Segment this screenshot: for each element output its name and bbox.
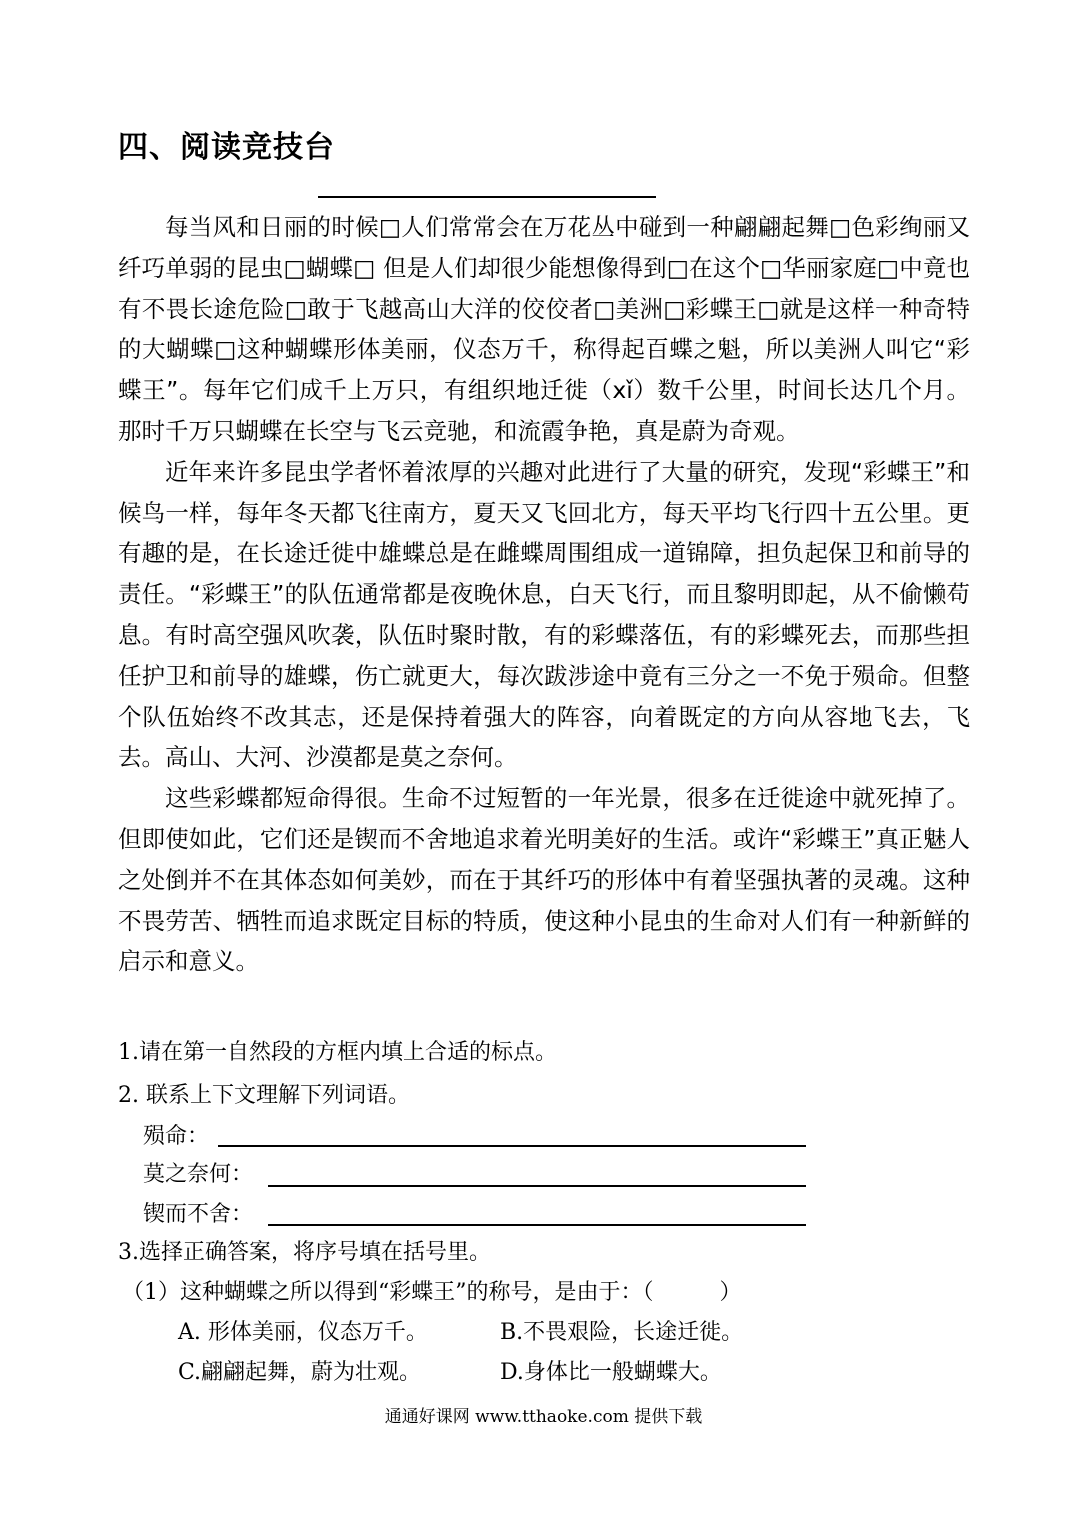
question-3-1: （1）这种蝴蝶之所以得到“彩蝶王”的称号，是由于：（ ） (122, 1280, 742, 1305)
title-blank-line (318, 196, 656, 198)
term-label-2: 莫之奈何： (143, 1162, 254, 1187)
term-answer-line-3[interactable] (268, 1224, 806, 1226)
option-a: A. 形体美丽，仪态万千。 (178, 1320, 428, 1345)
term-label-1: 殒命： (143, 1124, 210, 1149)
option-c: C.翩翩起舞，蔚为壮观。 (178, 1360, 422, 1385)
reading-passage (118, 207, 970, 982)
option-b: B.不畏艰险，长途迁徙。 (500, 1320, 744, 1345)
question-3: 3.选择正确答案，将序号填在括号里。 (118, 1240, 491, 1265)
question-1: 1.请在第一自然段的方框内填上合适的标点。 (118, 1040, 557, 1065)
term-answer-line-1[interactable] (218, 1145, 806, 1147)
term-label-3: 锲而不舍： (143, 1202, 254, 1227)
question-2: 2. 联系上下文理解下列词语。 (118, 1083, 410, 1108)
term-answer-line-2[interactable] (268, 1185, 806, 1187)
passage-paragraph-1: 每当风和日丽的时候□人们常常会在万花丛中碰到一种翩翩起舞□色彩绚丽又纤巧单弱的昆虫□蝴蝶□ 但是人们却很少能想像得到□在这个□华丽家庭□中竟也有不畏长途危险□敢于飞越高山大洋的佼佼者□美洲□彩蝶王□就是这样一种奇特的大蝴蝶□这种蝴蝶形体美丽，仪态万千，称得起百蝶之魁，所以美洲人叫它“彩蝶王”。每年它们成千上万只，有组织地迁徙（xǐ）数千公里，时间长达几个月。那时千万只蝴蝶在长空与飞云竞驰，和流霞争艳，真是蔚为奇观。 (118, 213, 970, 445)
section-title: 四、阅读竞技台 (118, 130, 335, 165)
page-footer: 通通好课网 www.tthaoke.com 提供下载 (384, 1407, 703, 1427)
option-d: D.身体比一般蝴蝶大。 (500, 1360, 722, 1385)
passage-paragraph-2: 近年来许多昆虫学者怀着浓厚的兴趣对此进行了大量的研究，发现“彩蝶王”和候鸟一样，每年冬天都飞往南方，夏天又飞回北方，每天平均飞行四十五公里。更有趣的是，在长途迁徙中雄蝶总是在雌蝶周围组成一道锦障，担负起保卫和前导的责任。“彩蝶王”的队伍通常都是夜晚休息，白天飞行，而且黎明即起，从不偷懒苟息。有时高空强风吹袭，队伍时聚时散，有的彩蝶落伍，有的彩蝶死去，而那些担任护卫和前导的雄蝶，伤亡就更大，每次跋涉途中竟有三分之一不免于殒命。但整个队伍始终不改其志，还是保持着强大的阵容，向着既定的方向从容地飞去，飞去。高山、大河、沙漠都是莫之奈何。 (118, 457, 970, 772)
passage-paragraph-3: 这些彩蝶都短命得很。生命不过短暂的一年光景，很多在迁徙途中就死掉了。但即使如此，它们还是锲而不舍地追求着光明美好的生活。或许“彩蝶王”真正魅人之处倒并不在其体态如何美妙，而在于其纤巧的形体中有着坚强执著的灵魂。这种不畏劳苦、牺牲而追求既定目标的特质，使这种小昆虫的生命对人们有一种新鲜的启示和意义。 (118, 784, 970, 976)
